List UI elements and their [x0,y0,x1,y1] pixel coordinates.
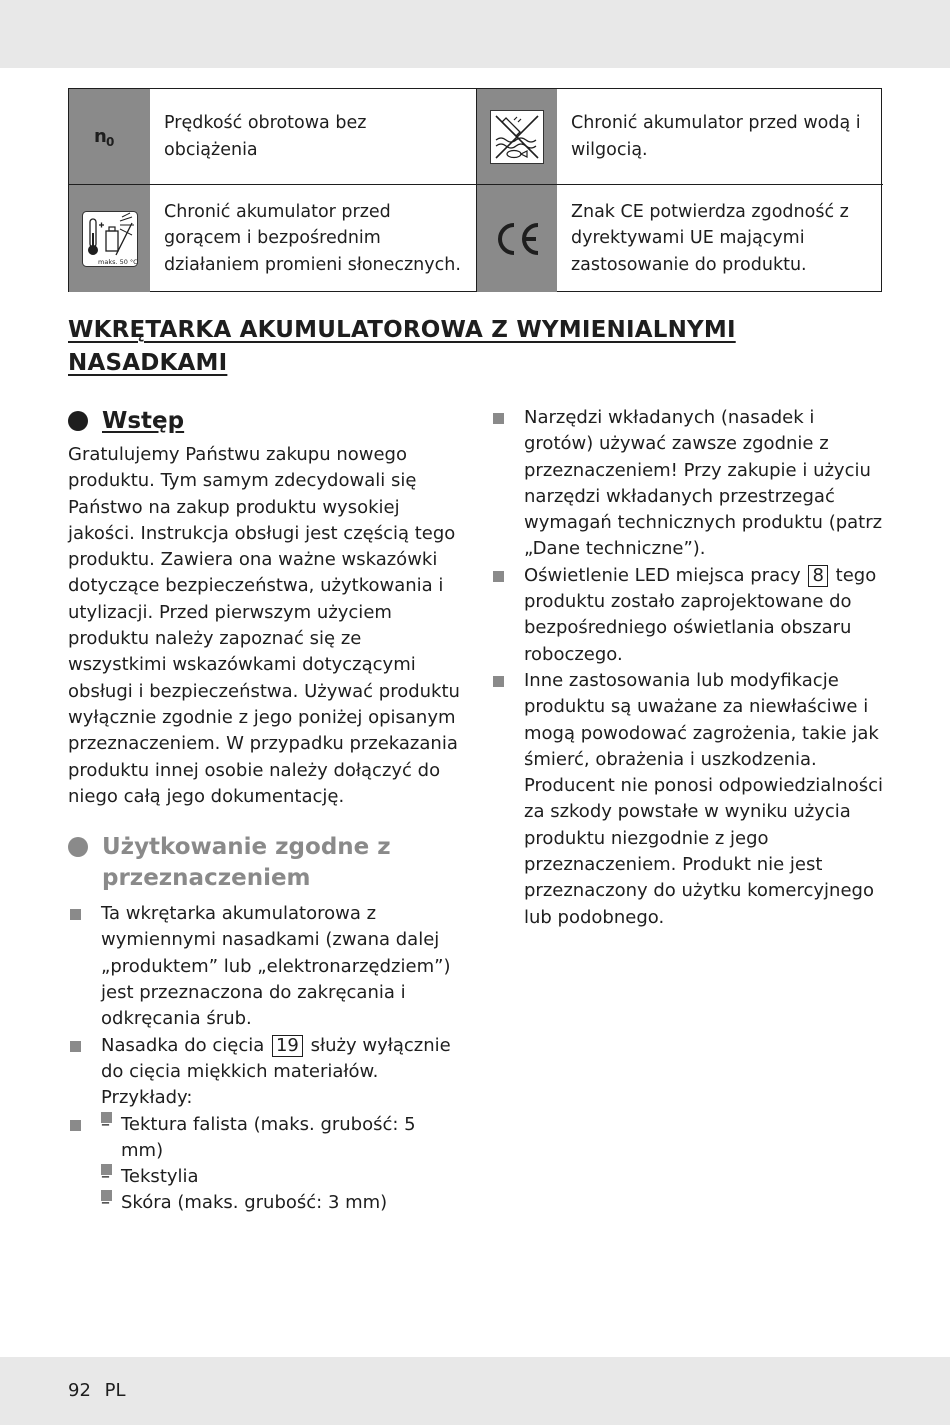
example-item: – Tekstylia [101,1164,463,1190]
list-item [68,1112,463,1217]
main-title: WKRĘTARKA AKUMULATOROWA Z WYMIENIALNYMI NASADKAMI [68,317,736,376]
ce-mark-icon [490,219,544,259]
list-item: Inne zastosowania lub modyfikacje produktu są uważane za niewłaściwe i mogą powodować zagrożenia, takie jak śmierć, obrażenia i uszkodzenia. Producent nie ponosi odpowiedzialności za szkody powstałe w wyniku użycia produktu niezgodnie z jego przeznaczeniem. Produkt nie jest przeznaczony do użytku komercyjnego lub podobnego. [491,668,883,931]
bottom-band [0,1357,950,1425]
part-reference: 19 [272,1035,303,1057]
n0-symbol-icon [90,122,130,152]
symbol-cell-water [476,89,557,184]
max-temp-label: maks. 50 °C [97,257,138,266]
intro-paragraph: Gratulujemy Państwu zakupu nowego produktu. Tym samym zdecydowali się Państwo na zakup produktu wysokiej jakości. Instrukcja obsługi jest częścią tego produktu. Zawiera ona ważne wskazówki dotyczące bezpieczeństwa, użytkowania i utylizacji. Przed pierwszym użyciem produktu należy zapoznać się ze wszystkimi wskazówkami dotyczącymi obsługi i bezpieczeństwa. Używać produktu wyłącznie zgodnie z jego poniżej opisanym przeznaczeniem. W przypadku przekazania produktu innej osobie należy dołączyć do niego całą jego dokumentację. [68,444,460,807]
symbol-text: Znak CE potwierdza zgodność z dyrektywami UE mającymi zastosowanie do produktu. [557,184,883,292]
right-column [491,405,883,931]
symbol-cell-n0 [69,89,150,184]
bullet-dot-icon [68,837,88,857]
svg-text:0: 0 [105,134,114,149]
symbol-text: Chronić akumulator przed gorącem i bezpośrednim działaniem promieni słonecznych. [150,184,476,292]
section-heading-label: Wstęp [102,408,185,434]
no-water-icon [490,110,544,164]
left-column [68,406,463,1217]
page-footer [68,1380,134,1401]
usage-list-continued [491,405,883,931]
example-item: – Skóra (maks. grubość: 3 mm) [101,1190,463,1216]
page-number: 92 [68,1380,91,1401]
symbol-cell-heat [69,184,150,292]
example-item: – Tektura falista (maks. grubość: 5 mm) [101,1112,463,1165]
top-band [0,0,950,68]
list-item: Narzędzi wkładanych (nasadek i grotów) używać zawsze zgodnie z przeznaczeniem! Przy zakupie i użyciu narzędzi wkładanych przestrzegać wymagań technicznych produktu (patrz „Dane techniczne”). [491,405,883,563]
thermometer-sun-icon [82,211,138,267]
svg-text:n: n [93,125,107,147]
language-code: PL [104,1380,126,1401]
symbol-table [68,88,882,292]
symbol-cell-ce [476,184,557,292]
list-item-text: Nasadka do cięcia [101,1034,265,1056]
list-item: Ta wkrętarka akumulatorowa z wymiennymi nasadkami (zwana dalej „produktem” lub „elektronarzędziem”) jest przeznaczona do zakręcania i odkręcania śrub. [68,901,463,1032]
list-item [491,563,883,668]
section-heading-intro [68,406,463,437]
section-heading-label: Użytkowanie zgodne z przeznaczeniem [102,834,391,892]
symbol-text: Chronić akumulator przed wodą i wilgocią. [571,113,861,160]
list-item-text: Oświetlenie LED miejsca pracy [524,564,801,586]
symbol-text: Prędkość obrotowa bez obciążenia [164,113,367,160]
list-item-text: służy wyłącznie do cięcia miękkich materiałów. Przykłady: [101,1034,451,1109]
list-item-text: tego produktu zostało zaprojektowane do bezpośredniego oświetlania obszaru roboczego. [524,564,877,665]
section-heading-usage [68,832,463,894]
examples-list [101,1112,463,1217]
usage-list [68,901,463,1217]
list-item [68,1033,463,1112]
bullet-dot-icon [68,411,88,431]
part-reference: 8 [808,565,827,587]
